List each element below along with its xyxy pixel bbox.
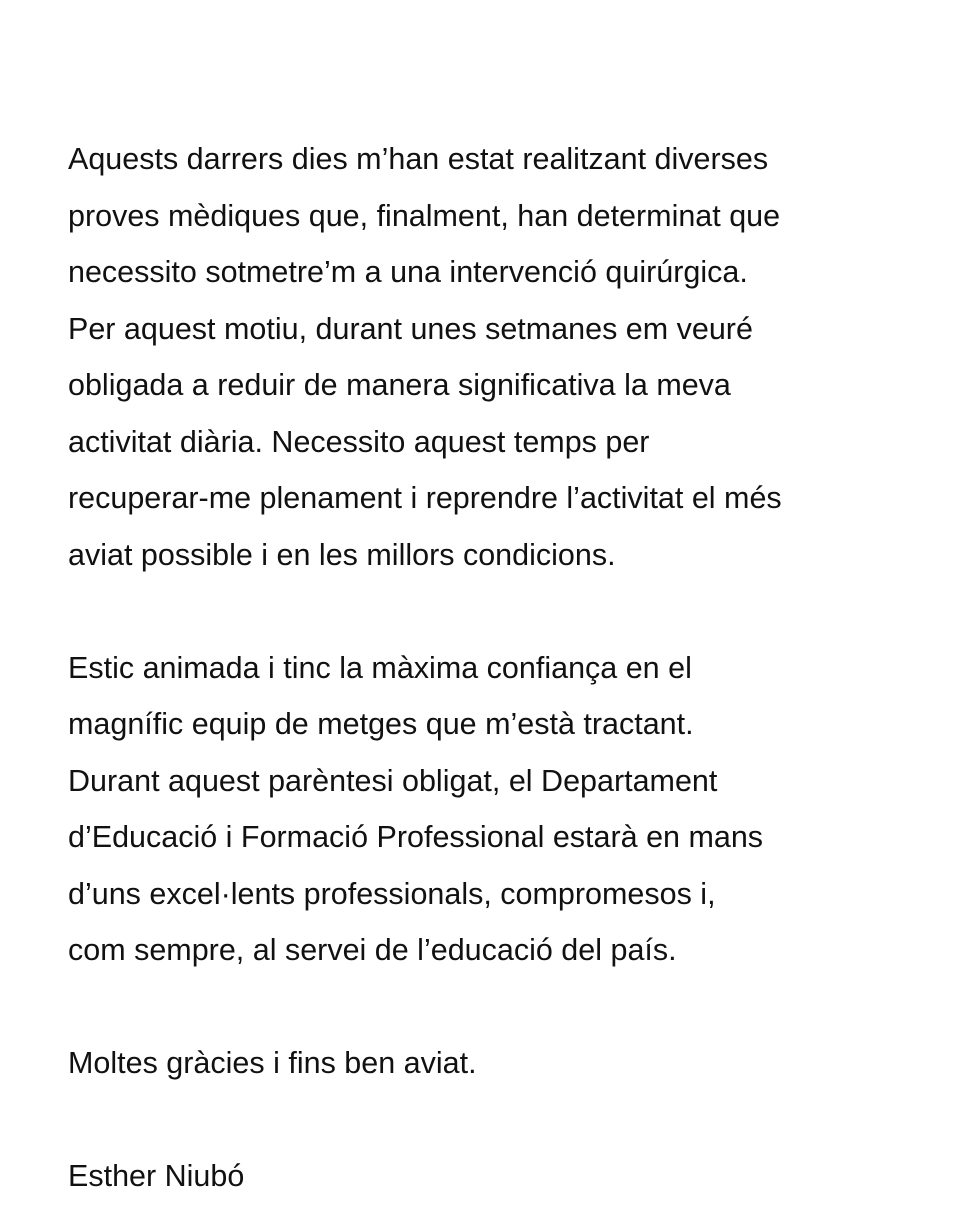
paragraph-health-update (68, 131, 928, 583)
signature: Esther Niubó (68, 1159, 245, 1193)
statement-text (68, 131, 928, 1205)
paragraph-spacer (68, 583, 928, 640)
paragraph-line: magnífic equip de metges que m’està tractant. (68, 707, 694, 741)
paragraph-line: Estic animada i tinc la màxima confiança en el (68, 650, 692, 685)
paragraph-line: activitat diària. Necessito aquest temps per (68, 424, 650, 459)
paragraph-line: Per aquest motiu, durant unes setmanes em veuré (68, 311, 753, 346)
paragraph-line: necessito sotmetre’m a una intervenció quirúrgica. (68, 255, 748, 289)
paragraph-spacer (68, 979, 928, 1036)
paragraph-line: aviat possible i en les millors condicions. (68, 537, 616, 572)
paragraph-line: Aquests darrers dies m’han estat realitzant diverses (68, 142, 769, 176)
paragraph-line: Durant aquest parèntesi obligat, el Departament (68, 763, 718, 798)
paragraph-line: proves mèdiques que, finalment, han determinat que (68, 198, 781, 233)
paragraph-confidence (68, 640, 928, 979)
paragraph-spacer (68, 1092, 928, 1149)
paragraph-line: recuperar-me plenament i reprendre l’activitat el més (68, 481, 782, 515)
paragraph-line: com sempre, al servei de l’educació del país. (68, 933, 677, 967)
paragraph-line: d’uns excel·lents professionals, compromesos i, (68, 876, 716, 911)
paragraph-line: obligada a reduir de manera significativa la meva (68, 368, 731, 402)
paragraph-line: d’Educació i Formació Professional estarà en mans (68, 820, 764, 854)
closing-line: Moltes gràcies i fins ben aviat. (68, 1046, 477, 1080)
